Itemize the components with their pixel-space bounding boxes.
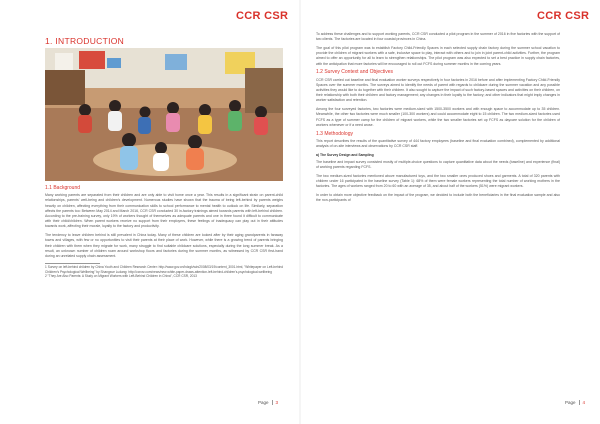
- page-left: [0, 0, 299, 424]
- right-body-column: [316, 32, 560, 207]
- classroom-photo-illustration: [45, 48, 283, 181]
- background-heading: 1.1 Background: [45, 185, 81, 191]
- intro-paragraph: To address these challenges and to support working parents, CCR CSR conducted a pilot program in the summer of 2016 in five factories with the support of two clients. The factories are located in four coastal provinces in China.: [316, 32, 560, 42]
- methodology-heading: 1.3 Methodology: [316, 130, 353, 137]
- intro-paragraph: The goal of this pilot program was to establish Factory Child-Friendly Spaces in each selected supply chain factory during the summer school vacation to provide the children of migrant workers with a safe, inclusive space to play, interact with others and to join in joint parent-child activities. Further, the program aimed to offer an opportunity for all to learn to strengthen relationships. The pilot program was also expected to set a best practice in supply chain factories, with the anticipation that more factories will be encouraged to roll out FCFS during summer months in the coming years.: [316, 46, 560, 66]
- footnote-divider: [45, 263, 100, 264]
- design-paragraph: The two medium-sized factories mentioned above manufactured toys, and the two smaller ones produced shoes and garments. A total of 320 parents with children under 16 participated in the baseline survey (Table 1): 68% of them were female workers representing the total number of working mothers in the factories. The ages of workers ranged from 20 to 60 with an average of 35, and about half of the workers (51%) were migrant workers.: [316, 174, 560, 189]
- page-right: [301, 0, 600, 424]
- survey-paragraph: Among the four surveyed factories, two factories were medium-sized with 1500-3500 workers and with enough space to accommodate up to 35 children. Meanwhile, the other two factories were much smaller (100-300 workers) and could accommodate eight to 15 children. The two medium-sized factories used FCFS as a type of summer camp for the children of migrant workers, while the two smaller factories set up FCFS as daycare solution for the children of workers whenever or if a need arose.: [316, 107, 560, 127]
- background-paragraph: Many working parents are separated from their children and are only able to visit home once a year. This results in a significant strain on parent-child relationships, parents' well-being and children's development. Numerous studies have shown that the trauma of being left-behind by parents weighs heavily on children, affecting everything from their communication skills to school performance to mental health to outlook on life. Similarly, separation affects the parents too: Between May 2014 and March 2016, CCR CSR conducted 30 in-factory trainings aimed towards parents with left-behind children. According to the pre-training survey, only 19% of workers thought of themselves as adequate parents and one in three found it difficult to communicate with their child/children. When parent workers receive no support from their employers, these feelings of inadequacy can play out in their attitudes towards work, affecting their morale, loyalty to the factory and productivity.: [45, 193, 283, 229]
- ccr-csr-logo: CCR CSR: [537, 10, 590, 22]
- footnote: 2 "They Are Also Parents: A Study on Migrant Workers with Left-Behind Children in China", CCR CSR, 2013: [45, 274, 197, 279]
- footnote: 1 Survey on left-behind children by China Youth and Children Research Center: http://www.gov.cn/hdzgk/win/2008/03/19/content_3001.html, "Whitepaper on Left-behind Children's Psychological Wellbeing" by Shangxue Ludang: http://ccrcsr.com/news/new-white-paper-draws-attention-left-behind-children's-psychological-wellbeing: [45, 265, 283, 274]
- survey-paragraph: CCR CSR carried out baseline and final evaluation worker surveys respectively in four factories in 2016 before and after implementing Factory Child-Friendly Spaces over the summer months. The surveys aimed to identify the needs of parent with regards to childcare during the summer vacation and any possible activities they would like to do together with their children. It also sought to capture the impact of such factory-based spaces and activities on their children, on their relationship with both their children and factory management; any changes in their loyalty to the factory; and other indicators that might imply changes in worker satisfaction and retention.: [316, 77, 560, 103]
- design-paragraph: In order to obtain more objective feedback on the impact of the program, we decided to include both the beneficiaries in the final evaluation sample and also the non-participants of: [316, 193, 560, 203]
- left-body-column: [45, 183, 283, 279]
- classroom-photo: [45, 48, 283, 181]
- survey-heading: 1.2 Survey Context and Objectives: [316, 69, 393, 76]
- design-heading: a) The Survey Design and Sampling: [316, 152, 374, 157]
- page-number: Page 4: [565, 400, 586, 405]
- methodology-paragraph: This report describes the results of the quantitative survey of 444 factory employees (baseline and final evaluation combined), complemented by additional analysis of on-site interviews and observations by CCR CSR staff.: [316, 138, 560, 149]
- section-title: 1. INTRODUCTION: [45, 36, 125, 46]
- page-number: Page 3: [258, 400, 279, 405]
- ccr-csr-logo: CCR CSR: [236, 10, 289, 22]
- design-paragraph: The baseline and impact survey consisted mostly of multiple-choice questions to capture quantitative data about the needs (baseline) and experience (final) of working parents regarding FCFS.: [316, 160, 560, 170]
- background-paragraph: The tendency to leave children behind is still prevalent in China today. Many of these children are looked after by their aging grandparents in faraway towns and villages, with few or no opportunities to visit their parents at their place of work. However, while there is a growing trend of parents bringing their children with them when they migrate for work, many struggle to find suitable childcare solutions, especially during the long summer break. As a result, an unknown number of children roam around workshop floors and factories during the summer months, as witnessed by CCR CSR first-hand during an unrelated supply chain assessment.: [45, 233, 283, 259]
